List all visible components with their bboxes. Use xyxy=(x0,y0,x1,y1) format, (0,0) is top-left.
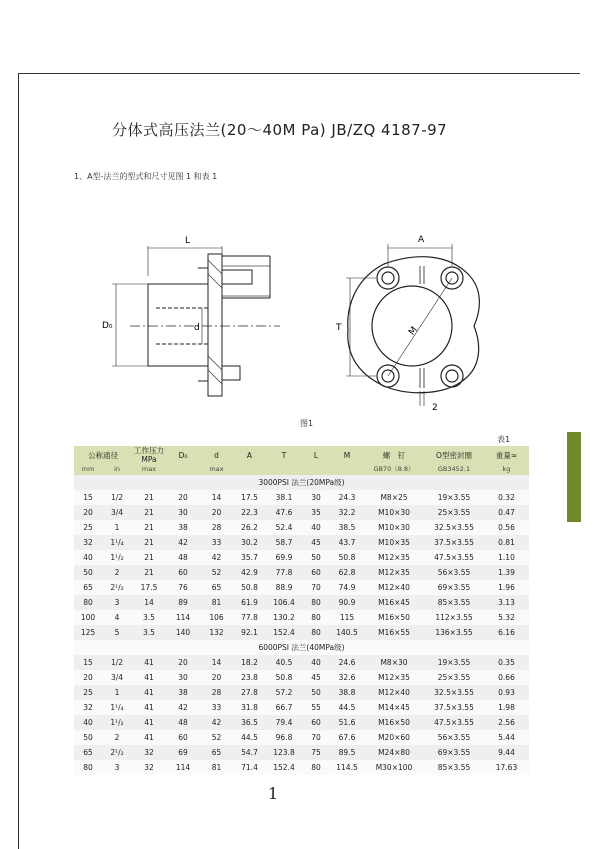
table-cell: 25 xyxy=(74,685,102,700)
subheader-in: in xyxy=(102,464,132,475)
table-cell: M16×55 xyxy=(364,625,424,640)
table-cell: 38.5 xyxy=(330,520,364,535)
table-cell: 3 xyxy=(102,595,132,610)
table-cell: 15 xyxy=(74,655,102,670)
table-cell: 62.8 xyxy=(330,565,364,580)
table-cell: 57.2 xyxy=(266,685,302,700)
table-cell: 20 xyxy=(200,505,233,520)
table-cell: 25×3.55 xyxy=(424,505,484,520)
table-cell: 32.5×3.55 xyxy=(424,685,484,700)
table-cell: 1¹/₄ xyxy=(102,535,132,550)
table-cell: 32.5×3.55 xyxy=(424,520,484,535)
table-cell: M16×45 xyxy=(364,595,424,610)
header-screw: 螺 钉 xyxy=(364,446,424,464)
table-cell: 3.13 xyxy=(484,595,529,610)
table-cell: 3.5 xyxy=(132,625,166,640)
table-cell: 42 xyxy=(200,550,233,565)
table-cell: M8×30 xyxy=(364,655,424,670)
table-cell: 77.8 xyxy=(266,565,302,580)
table-label: 表1 xyxy=(497,435,511,444)
table-cell: 76 xyxy=(166,580,200,595)
page-number: 1 xyxy=(268,784,279,803)
table-cell: 28 xyxy=(200,685,233,700)
table-cell: 60 xyxy=(302,715,330,730)
table-cell: M8×25 xyxy=(364,490,424,505)
table-cell: 50.8 xyxy=(233,580,266,595)
table-cell: 21 xyxy=(132,505,166,520)
table-cell: 67.6 xyxy=(330,730,364,745)
table-cell: 20 xyxy=(74,505,102,520)
table-row xyxy=(74,685,529,700)
table-cell: 47.5×3.55 xyxy=(424,550,484,565)
table-cell: 20 xyxy=(200,670,233,685)
table-cell: 41 xyxy=(132,655,166,670)
table-cell: 1.10 xyxy=(484,550,529,565)
table-cell: 2¹/₂ xyxy=(102,580,132,595)
table-cell: 1¹/₂ xyxy=(102,550,132,565)
table-header-row xyxy=(74,446,529,464)
table-cell: 9.44 xyxy=(484,745,529,760)
table-cell: 51.6 xyxy=(330,715,364,730)
table-cell: 1 xyxy=(102,685,132,700)
table-cell: 89.5 xyxy=(330,745,364,760)
table-cell: 25×3.55 xyxy=(424,670,484,685)
table-cell: 32 xyxy=(132,745,166,760)
section-title: 3000PSI 法兰(20MPa级) xyxy=(74,475,529,490)
table-cell: 0.32 xyxy=(484,490,529,505)
table-cell: 3 xyxy=(102,760,132,775)
table-cell: 41 xyxy=(132,670,166,685)
header-d0: D₀ xyxy=(166,446,200,464)
table-cell: M12×35 xyxy=(364,565,424,580)
table-cell: 50 xyxy=(302,685,330,700)
table-cell: 61.9 xyxy=(233,595,266,610)
table-cell: 21 xyxy=(132,565,166,580)
table-cell: M20×60 xyxy=(364,730,424,745)
table-cell: 21 xyxy=(132,490,166,505)
table-cell: 3.5 xyxy=(132,610,166,625)
table-cell: M10×35 xyxy=(364,535,424,550)
table-cell: 123.8 xyxy=(266,745,302,760)
table-section-header xyxy=(74,475,529,490)
table-cell: 54.7 xyxy=(233,745,266,760)
table-row xyxy=(74,730,529,745)
table-cell: 40 xyxy=(302,655,330,670)
label-d: d xyxy=(194,323,200,333)
flange-outline xyxy=(348,257,480,393)
table-cell: 66.7 xyxy=(266,700,302,715)
header-pressure: 工作压力 MPa xyxy=(134,446,164,464)
subheader-pmax: max xyxy=(132,464,166,475)
table-cell: 0.47 xyxy=(484,505,529,520)
table-cell: 52 xyxy=(200,565,233,580)
table-cell: 32 xyxy=(74,535,102,550)
table-cell: 44.5 xyxy=(233,730,266,745)
table-cell: M14×45 xyxy=(364,700,424,715)
table-cell: M12×40 xyxy=(364,685,424,700)
table-cell: M12×35 xyxy=(364,670,424,685)
table-cell: 30.2 xyxy=(233,535,266,550)
table-cell: 60 xyxy=(166,730,200,745)
table-cell: 1¹/₄ xyxy=(102,700,132,715)
table-cell: 114 xyxy=(166,760,200,775)
table-row xyxy=(74,670,529,685)
label-D0: D₀ xyxy=(102,321,113,331)
table-cell: 40 xyxy=(74,715,102,730)
table-cell: 47.5×3.55 xyxy=(424,715,484,730)
table-cell: 38 xyxy=(166,685,200,700)
table-cell: 140.5 xyxy=(330,625,364,640)
label-L: L xyxy=(185,236,191,246)
table-cell: 50.8 xyxy=(330,550,364,565)
table-cell: 132 xyxy=(200,625,233,640)
table-cell: 69×3.55 xyxy=(424,580,484,595)
table-cell: 22.3 xyxy=(233,505,266,520)
header-weight: 重量≈ xyxy=(484,446,529,464)
subheader-screw-std: GB70（8.8） xyxy=(364,464,424,475)
bolt-hole-br xyxy=(441,365,463,387)
table-row xyxy=(74,715,529,730)
table-cell: 69×3.55 xyxy=(424,745,484,760)
table-cell: 92.1 xyxy=(233,625,266,640)
table-cell: 152.4 xyxy=(266,625,302,640)
table-cell: 65 xyxy=(74,580,102,595)
table-cell: M24×80 xyxy=(364,745,424,760)
table-row xyxy=(74,760,529,775)
table-cell: 30 xyxy=(166,670,200,685)
table-cell: 56×3.55 xyxy=(424,565,484,580)
table-row xyxy=(74,745,529,760)
side-tab-marker xyxy=(567,432,581,522)
intro-text: 1、A型-法兰的型式和尺寸见图 1 和表 1 xyxy=(74,172,218,181)
table-cell: 1.98 xyxy=(484,700,529,715)
table-cell: 32 xyxy=(74,700,102,715)
table-cell: 0.56 xyxy=(484,520,529,535)
table-cell: 35.7 xyxy=(233,550,266,565)
table-cell: 52 xyxy=(200,730,233,745)
table-cell: 3/4 xyxy=(102,505,132,520)
table-cell: 56×3.55 xyxy=(424,730,484,745)
table-cell: 24.6 xyxy=(330,655,364,670)
table-cell: 20 xyxy=(166,490,200,505)
table-cell: 26.2 xyxy=(233,520,266,535)
table-cell: 33 xyxy=(200,700,233,715)
table-cell: 38.1 xyxy=(266,490,302,505)
side-view xyxy=(112,246,280,396)
table-cell: 70 xyxy=(302,580,330,595)
table-cell: 1 xyxy=(102,520,132,535)
flange-drawing xyxy=(90,226,510,426)
table-cell: 69.9 xyxy=(266,550,302,565)
table-body xyxy=(74,475,529,775)
table-cell: 14 xyxy=(200,490,233,505)
table-cell: 41 xyxy=(132,730,166,745)
table-cell: 89 xyxy=(166,595,200,610)
table-cell: 40 xyxy=(302,520,330,535)
table-cell: 0.66 xyxy=(484,670,529,685)
table-cell: 33 xyxy=(200,535,233,550)
table-cell: 48 xyxy=(166,550,200,565)
bolt-hole-tl xyxy=(377,267,399,289)
table-cell: 80 xyxy=(302,760,330,775)
table-cell: 106.4 xyxy=(266,595,302,610)
table-cell: 58.7 xyxy=(266,535,302,550)
table-section-header xyxy=(74,640,529,655)
table-cell: M16×50 xyxy=(364,715,424,730)
table-cell: 77.8 xyxy=(233,610,266,625)
table-cell: 27.8 xyxy=(233,685,266,700)
table-cell: 69 xyxy=(166,745,200,760)
label-A: A xyxy=(418,235,425,245)
table-cell: 115 xyxy=(330,610,364,625)
table-cell: 44.5 xyxy=(330,700,364,715)
table-cell: 35 xyxy=(302,505,330,520)
table-cell: 136×3.55 xyxy=(424,625,484,640)
table-cell: 21 xyxy=(132,520,166,535)
table-cell: 70 xyxy=(302,730,330,745)
table-row xyxy=(74,550,529,565)
table-cell: 42 xyxy=(200,715,233,730)
table-row xyxy=(74,595,529,610)
table-cell: 80 xyxy=(74,760,102,775)
table-cell: 17.5 xyxy=(132,580,166,595)
table-cell: 50 xyxy=(74,730,102,745)
label-T: T xyxy=(336,323,342,333)
table-row xyxy=(74,520,529,535)
table-cell: 2 xyxy=(102,565,132,580)
table-cell: 21 xyxy=(132,535,166,550)
table-cell: 21 xyxy=(132,550,166,565)
table-cell: 0.93 xyxy=(484,685,529,700)
table-cell: 24.3 xyxy=(330,490,364,505)
table-cell: 96.8 xyxy=(266,730,302,745)
table-cell: 30 xyxy=(166,505,200,520)
header-l: L xyxy=(302,446,330,464)
table-cell: 37.5×3.55 xyxy=(424,535,484,550)
section-title: 6000PSI 法兰(40MPa级) xyxy=(74,640,529,655)
table-cell: 65 xyxy=(200,745,233,760)
page-frame-top xyxy=(18,73,580,74)
table-cell: 85×3.55 xyxy=(424,595,484,610)
table-cell: 30 xyxy=(302,490,330,505)
subheader-mm: mm xyxy=(74,464,102,475)
table-row xyxy=(74,655,529,670)
subheader-kg: kg xyxy=(484,464,529,475)
table-cell: 14 xyxy=(200,655,233,670)
table-cell: 28 xyxy=(200,520,233,535)
table-cell: 1.39 xyxy=(484,565,529,580)
table-cell: 6.16 xyxy=(484,625,529,640)
table-cell: M16×50 xyxy=(364,610,424,625)
table-cell: 15 xyxy=(74,490,102,505)
table-cell: 75 xyxy=(302,745,330,760)
table-cell: 80 xyxy=(302,595,330,610)
label-M: M xyxy=(407,325,420,338)
table-cell: 55 xyxy=(302,700,330,715)
table-cell: 81 xyxy=(200,595,233,610)
table-row xyxy=(74,700,529,715)
bolt-top xyxy=(222,270,252,284)
table-cell: 19×3.55 xyxy=(424,655,484,670)
table-cell: 36.5 xyxy=(233,715,266,730)
table-cell: 79.4 xyxy=(266,715,302,730)
table-cell: 17.5 xyxy=(233,490,266,505)
table-cell: 114 xyxy=(166,610,200,625)
table-cell: 48 xyxy=(166,715,200,730)
table-cell: 74.9 xyxy=(330,580,364,595)
table-cell: 2.56 xyxy=(484,715,529,730)
table-cell: 41 xyxy=(132,685,166,700)
table-cell: 106 xyxy=(200,610,233,625)
table-cell: 32.6 xyxy=(330,670,364,685)
table-cell: 125 xyxy=(74,625,102,640)
table-cell: 112×3.55 xyxy=(424,610,484,625)
header-d: d xyxy=(200,446,233,464)
table-cell: 114.5 xyxy=(330,760,364,775)
table-cell: 43.7 xyxy=(330,535,364,550)
table-cell: 1.96 xyxy=(484,580,529,595)
table-row xyxy=(74,535,529,550)
table-cell: 4 xyxy=(102,610,132,625)
header-t: T xyxy=(266,446,302,464)
table-cell: 1/2 xyxy=(102,655,132,670)
table-cell: 45 xyxy=(302,670,330,685)
front-view xyxy=(348,257,480,393)
table-cell: 5 xyxy=(102,625,132,640)
table-cell: 80 xyxy=(74,595,102,610)
header-oring: O型密封圈 xyxy=(424,446,484,464)
table-cell: 100 xyxy=(74,610,102,625)
table-cell: 14 xyxy=(132,595,166,610)
table-cell: 65 xyxy=(200,580,233,595)
table-cell: 130.2 xyxy=(266,610,302,625)
table-cell: M10×30 xyxy=(364,520,424,535)
table-cell: 20 xyxy=(166,655,200,670)
table-cell: 50 xyxy=(74,565,102,580)
table-cell: 81 xyxy=(200,760,233,775)
flange-plate xyxy=(208,254,222,396)
table-cell: 40 xyxy=(74,550,102,565)
table-cell: 32 xyxy=(132,760,166,775)
table-cell: M12×40 xyxy=(364,580,424,595)
table-cell: 140 xyxy=(166,625,200,640)
header-nominal: 公称通径 xyxy=(74,446,132,464)
table-cell: M10×30 xyxy=(364,505,424,520)
table-row xyxy=(74,610,529,625)
table-row xyxy=(74,490,529,505)
table-cell: 40.5 xyxy=(266,655,302,670)
table-cell: 60 xyxy=(302,565,330,580)
header-m: M xyxy=(330,446,364,464)
table-cell: 20 xyxy=(74,670,102,685)
table-cell: 65 xyxy=(74,745,102,760)
table-cell: 0.81 xyxy=(484,535,529,550)
table-cell: 42 xyxy=(166,535,200,550)
table-cell: 1/2 xyxy=(102,490,132,505)
figure-caption: 图1 xyxy=(300,419,314,428)
table-cell: 2 xyxy=(102,730,132,745)
table-cell: 50.8 xyxy=(266,670,302,685)
table-subheader-row xyxy=(74,464,529,475)
table-cell: 18.2 xyxy=(233,655,266,670)
table-cell: 45 xyxy=(302,535,330,550)
table-cell: 38 xyxy=(166,520,200,535)
table-cell: 85×3.55 xyxy=(424,760,484,775)
table-cell: 31.8 xyxy=(233,700,266,715)
table-cell: 2¹/₂ xyxy=(102,745,132,760)
table-cell: 60 xyxy=(166,565,200,580)
flange-dimensions-table xyxy=(74,446,529,775)
table-cell: M30×100 xyxy=(364,760,424,775)
table-cell: 42.9 xyxy=(233,565,266,580)
table-cell: 5.32 xyxy=(484,610,529,625)
table-cell: 80 xyxy=(302,610,330,625)
table-cell: 38.8 xyxy=(330,685,364,700)
table-cell: 90.9 xyxy=(330,595,364,610)
table-cell: 41 xyxy=(132,700,166,715)
header-a: A xyxy=(233,446,266,464)
subheader-oring-std: GB3452.1 xyxy=(424,464,484,475)
table-cell: 41 xyxy=(132,715,166,730)
bolt-bottom xyxy=(222,366,240,380)
table-cell: 50 xyxy=(302,550,330,565)
label-2: 2 xyxy=(432,403,438,413)
table-cell: 3/4 xyxy=(102,670,132,685)
table-cell: 152.4 xyxy=(266,760,302,775)
page-frame-left xyxy=(18,73,19,849)
table-row xyxy=(74,625,529,640)
table-cell: 80 xyxy=(302,625,330,640)
page-title: 分体式高压法兰(20～40M Pa) JB/ZQ 4187-97 xyxy=(112,121,448,139)
table-cell: 25 xyxy=(74,520,102,535)
table-cell: 47.6 xyxy=(266,505,302,520)
table-cell: M12×35 xyxy=(364,550,424,565)
table-cell: 37.5×3.55 xyxy=(424,700,484,715)
table-cell: 19×3.55 xyxy=(424,490,484,505)
table-cell: 0.35 xyxy=(484,655,529,670)
table-cell: 32.2 xyxy=(330,505,364,520)
table-cell: 88.9 xyxy=(266,580,302,595)
table-row xyxy=(74,505,529,520)
table-cell: 1¹/₂ xyxy=(102,715,132,730)
table-cell: 52.4 xyxy=(266,520,302,535)
table-row xyxy=(74,565,529,580)
table-cell: 5.44 xyxy=(484,730,529,745)
table-row xyxy=(74,580,529,595)
subheader-dmax: max xyxy=(200,464,233,475)
table-cell: 17.63 xyxy=(484,760,529,775)
table-cell: 23.8 xyxy=(233,670,266,685)
table-cell: 42 xyxy=(166,700,200,715)
table-cell: 71.4 xyxy=(233,760,266,775)
